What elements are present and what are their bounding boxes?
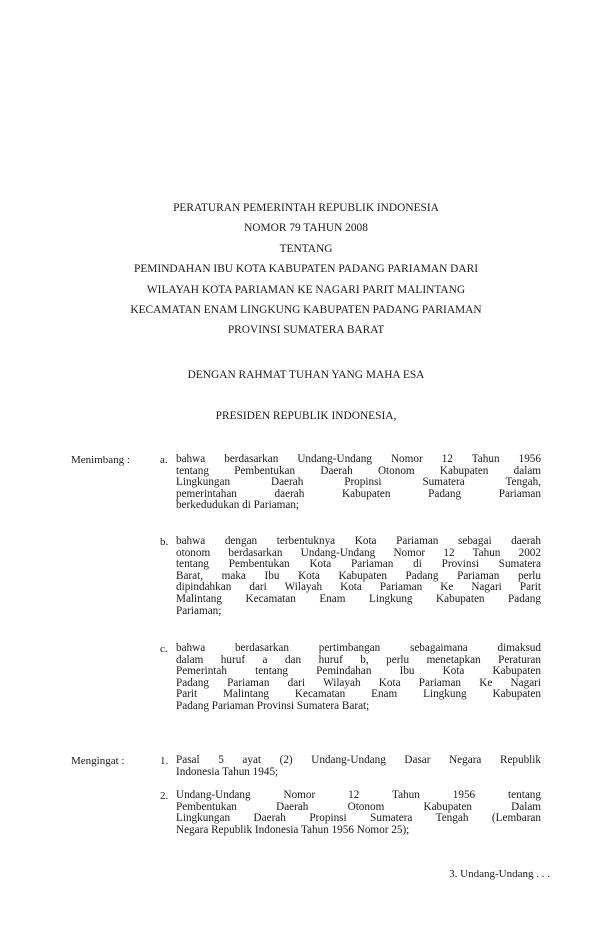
- text-line: pemerintahan daerah Kabupaten Padang Pariaman: [176, 487, 541, 500]
- regulation-title: [0, 198, 612, 341]
- item-text: [176, 790, 541, 836]
- text-line: Padang Pariaman Provinsi Sumatera Barat;: [176, 699, 370, 712]
- text-line: tentang Pembentukan Daerah Otonom Kabupaten dalam: [176, 464, 541, 477]
- text-line: Padang Pariaman dari Wilayah Kota Pariaman Ke Nagari: [176, 676, 541, 689]
- item-marker: c.: [160, 643, 168, 655]
- mengingat-label: Mengingat :: [71, 755, 125, 767]
- text-line: Barat, maka Ibu Kota Kabupaten Padang Pariaman perlu: [176, 569, 541, 582]
- text-line: Malintang Kecamatan Enam Lingkung Kabupaten Padang: [176, 592, 541, 605]
- text-line: Pembentukan Daerah Otonom Kabupaten Dalam: [176, 800, 541, 813]
- text-line: Negara Republik Indonesia Tahun 1956 Nomor 25);: [176, 823, 410, 836]
- item-text: [176, 536, 541, 617]
- text-line: dalam huruf a dan huruf b, perlu menetapkan Peraturan: [176, 653, 541, 666]
- item-text: [176, 643, 541, 713]
- text-line: Indonesia Tahun 1945;: [176, 765, 279, 778]
- title-line: KECAMATAN ENAM LINGKUNG KABUPATEN PADANG PARIAMAN: [130, 303, 482, 316]
- text-line: Pemerintah tentang Pemindahan Ibu Kota Kabupaten: [176, 665, 541, 678]
- item-marker: a.: [160, 454, 168, 466]
- title-line: TENTANG: [279, 242, 333, 255]
- text-line: berkedudukan di Pariaman;: [176, 499, 300, 512]
- text-line: Undang-Undang Nomor 12 Tahun 1956 tentang: [176, 789, 541, 801]
- text-line: Pariaman;: [176, 604, 222, 617]
- item-marker: b.: [160, 536, 169, 548]
- item-marker: 1.: [160, 755, 169, 767]
- item-marker: 2.: [160, 790, 169, 802]
- menimbang-label: Menimbang :: [71, 454, 130, 466]
- text-line: tentang Pembentukan Kota Pariaman di Provinsi Sumatera: [176, 558, 541, 571]
- text-line: Pasal 5 ayat (2) Undang-Undang Dasar Negara Republik: [176, 754, 541, 766]
- text-line: bahwa berdasarkan pertimbangan sebagaimana dimaksud: [176, 642, 541, 654]
- president-line: PRESIDEN REPUBLIK INDONESIA,: [215, 410, 397, 422]
- text-line: dipindahkan dari Wilayah Kota Pariaman Ke Nagari Parit: [176, 581, 541, 594]
- text-line: bahwa berdasarkan Undang-Undang Nomor 12 Tahun 1956: [176, 453, 541, 465]
- text-line: Lingkungan Daerah Propinsi Sumatera Tengah,: [176, 476, 541, 489]
- title-line: PEMINDAHAN IBU KOTA KABUPATEN PADANG PARIAMAN DARI: [133, 263, 478, 276]
- text-line: otonom berdasarkan Undang-Undang Nomor 12 Tahun 2002: [176, 546, 541, 559]
- text-line: Lingkungan Daerah Propinsi Sumatera Tengah (Lembaran: [176, 812, 541, 825]
- title-line: PROVINSI SUMATERA BARAT: [227, 324, 385, 337]
- blessing-line: DENGAN RAHMAT TUHAN YANG MAHA ESA: [187, 369, 425, 381]
- title-line: NOMOR 79 TAHUN 2008: [244, 222, 368, 235]
- title-line: WILAYAH KOTA PARIAMAN KE NAGARI PARIT MALINTANG: [146, 283, 466, 296]
- item-text: [176, 755, 541, 778]
- title-line: PERATURAN PEMERINTAH REPUBLIK INDONESIA: [173, 202, 439, 214]
- item-text: [176, 454, 541, 512]
- continuation-marker: 3. Undang-Undang . . .: [449, 868, 550, 880]
- text-line: bahwa dengan terbentuknya Kota Pariaman sebagai daerah: [176, 535, 541, 547]
- text-line: Parit Malintang Kecamatan Enam Lingkung Kabupaten: [176, 688, 541, 701]
